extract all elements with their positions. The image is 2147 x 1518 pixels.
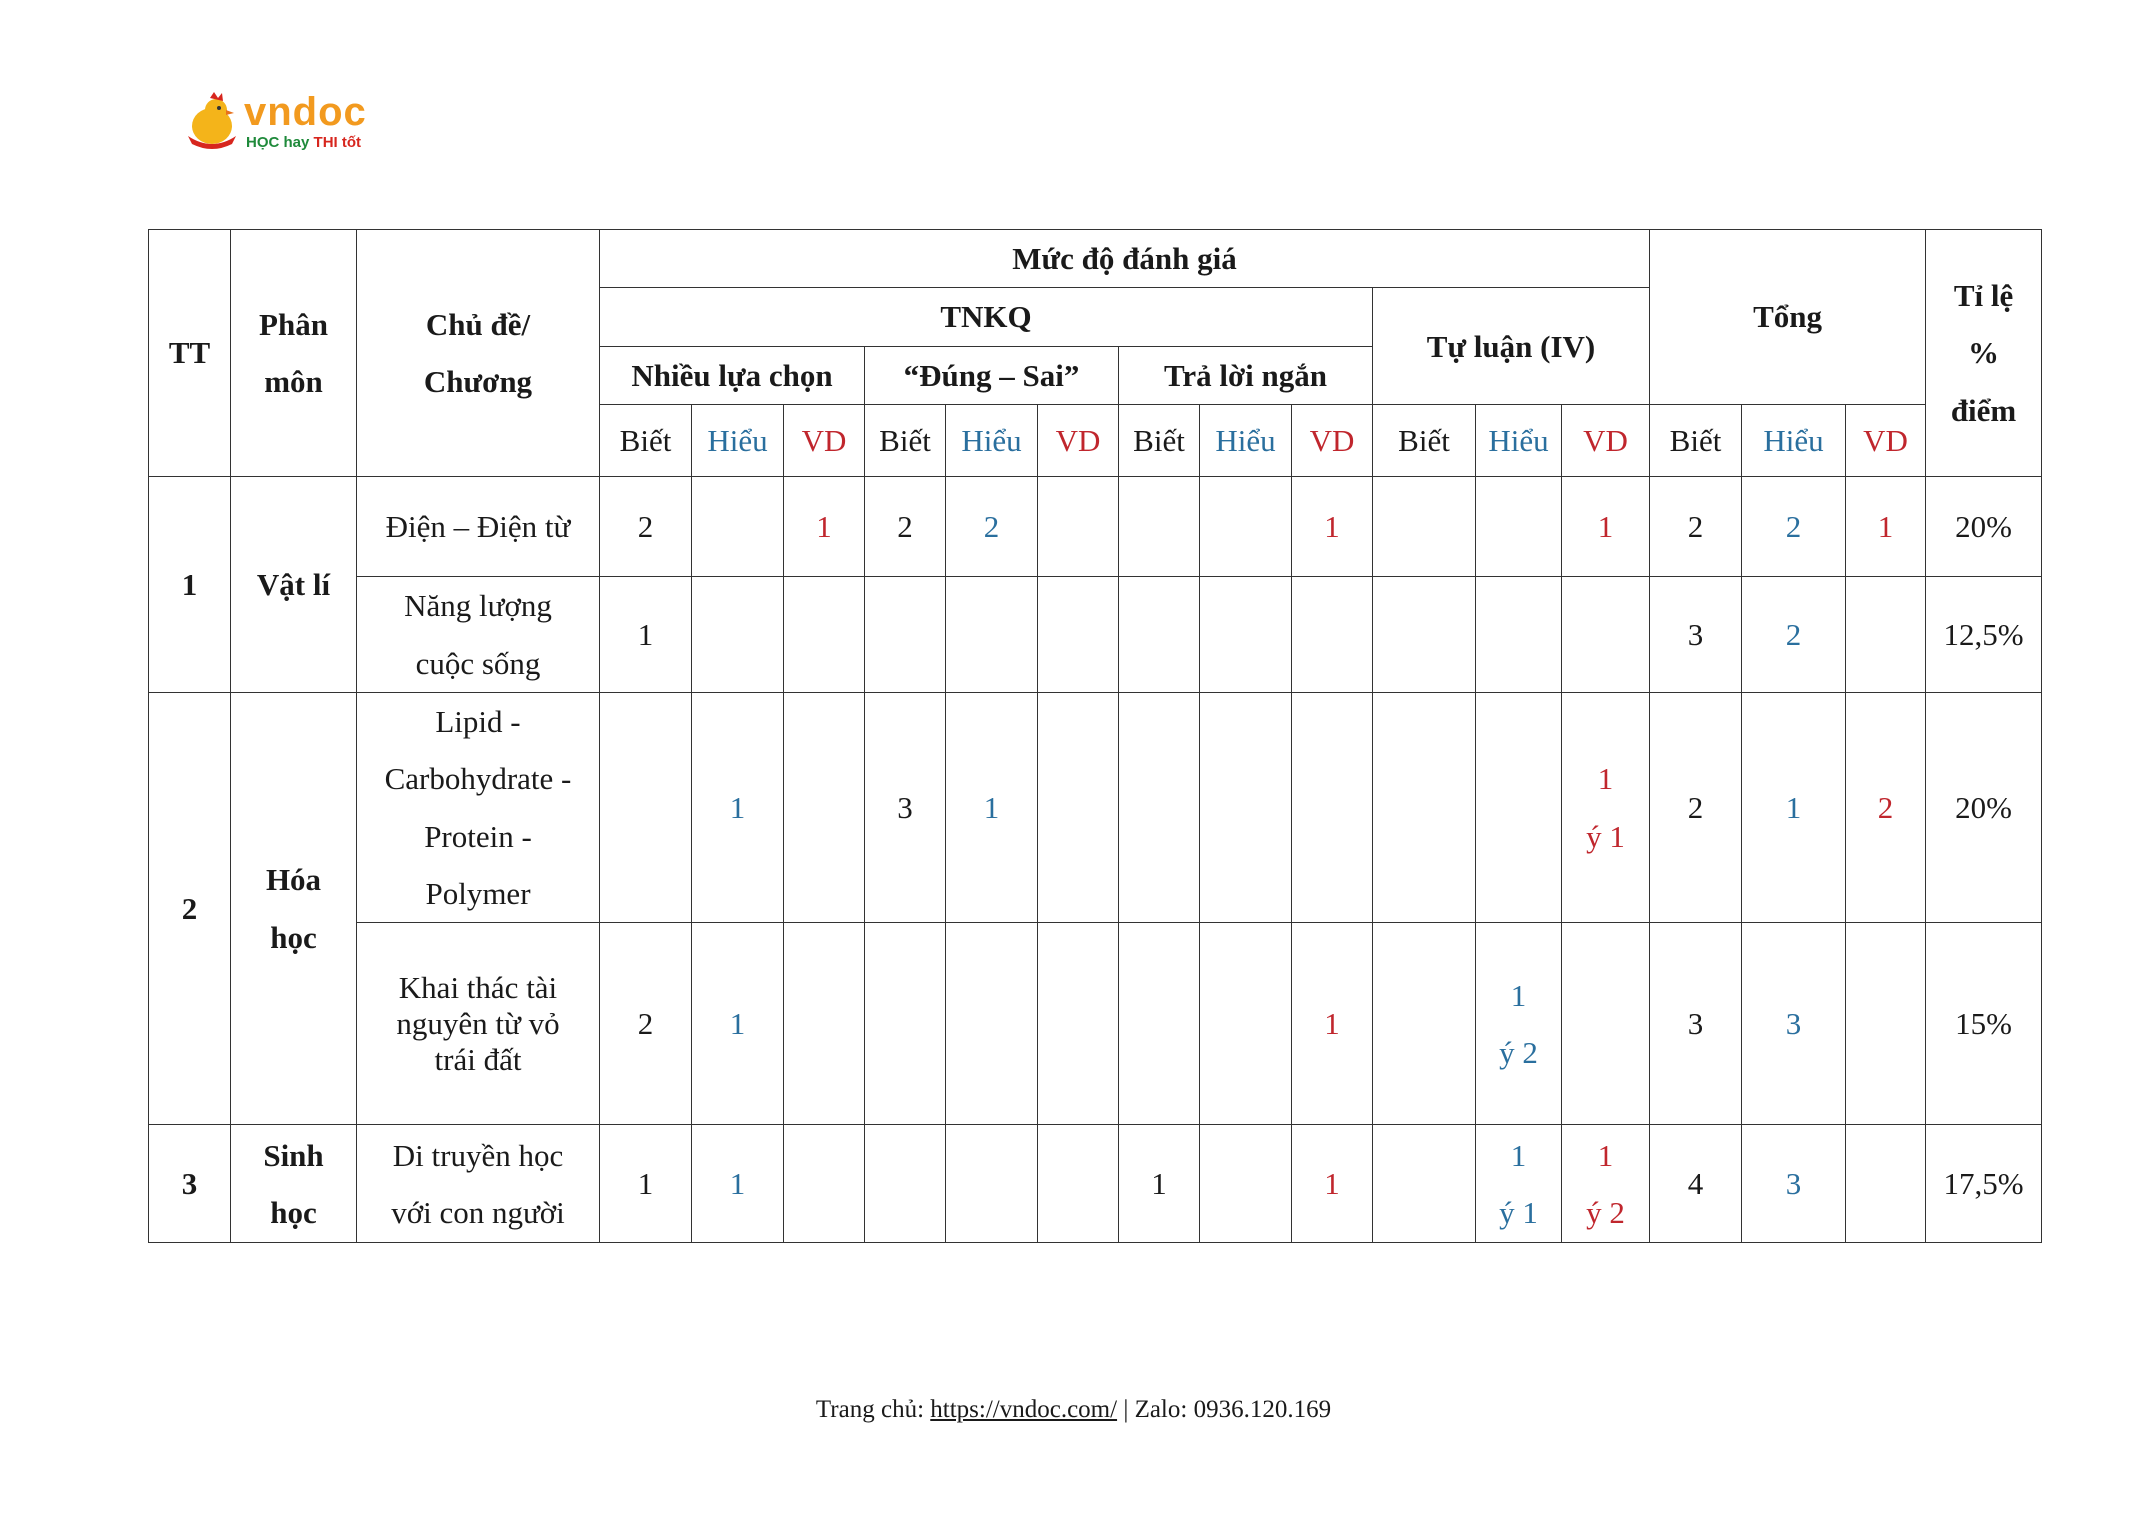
cell-mc-vd: 1: [784, 477, 865, 577]
level-hieu-tl: Hiểu: [1476, 405, 1562, 477]
row-topic-line: Carbohydrate -: [384, 761, 572, 797]
footer-zalo: | Zalo: 0936.120.169: [1117, 1396, 1332, 1423]
cell-ds-hieu: 2: [946, 477, 1038, 577]
level-vd-mc: VD: [784, 405, 865, 477]
cell-mc-hieu: [692, 477, 784, 577]
logo-wordmark: vndoc: [244, 90, 367, 134]
assessment-matrix-table: [148, 229, 2042, 1243]
cell-tl-hieu: [1476, 477, 1562, 577]
cell-ds-hieu: [946, 577, 1038, 693]
row-tt: 3: [149, 1125, 231, 1243]
cell-mc-vd: [784, 693, 865, 923]
header-tu-luan: Tự luận (IV): [1373, 288, 1650, 405]
cell-tl-hieu: [1476, 577, 1562, 693]
cell-tong-hieu: 2: [1742, 577, 1846, 693]
cell-mc-hieu: 1: [692, 693, 784, 923]
cell-sa-hieu: [1200, 1125, 1292, 1243]
row-topic: [357, 577, 600, 693]
cell-mc-vd: [784, 923, 865, 1125]
cell-tong-vd: [1846, 1125, 1926, 1243]
cell-tong-vd: [1846, 923, 1926, 1125]
cell-ds-biet: 3: [865, 693, 946, 923]
header-tong: Tổng: [1650, 230, 1926, 405]
row-topic-line: Năng lượng: [404, 588, 552, 624]
header-row-1: [149, 230, 2042, 288]
cell-ds-biet: 2: [865, 477, 946, 577]
cell-tl-hieu: [1476, 1125, 1562, 1243]
cell-sa-vd: 1: [1292, 923, 1373, 1125]
level-biet-tl: Biết: [1373, 405, 1476, 477]
row-subject: Vật lí: [231, 477, 357, 693]
cell-sa-biet: 1: [1119, 1125, 1200, 1243]
logo-tagline-hoc-hay: HỌC hay: [246, 134, 310, 151]
row-subject-line: Hóa: [265, 862, 322, 898]
row-tt: 2: [149, 693, 231, 1125]
cell-sa-vd: 1: [1292, 477, 1373, 577]
cell-mc-hieu: 1: [692, 923, 784, 1125]
cell-ds-vd: [1038, 693, 1119, 923]
row-topic-line: Khai thác tài: [398, 970, 558, 1006]
cell-sa-hieu: [1200, 923, 1292, 1125]
footer-prefix: Trang chủ:: [815, 1396, 931, 1423]
cell-mc-biet: 2: [600, 477, 692, 577]
cell-tl-vd: 1: [1562, 477, 1650, 577]
cell-tl-biet: [1373, 477, 1476, 577]
cell-tl-vd: [1562, 923, 1650, 1125]
cell-tl-biet: [1373, 923, 1476, 1125]
table-row: [149, 693, 2042, 923]
cell-sa-vd: [1292, 693, 1373, 923]
row-subject: [231, 1125, 357, 1243]
cell-ti-le: 12,5%: [1926, 577, 2042, 693]
cell-count: 1: [1597, 1137, 1614, 1173]
cell-ds-biet: [865, 577, 946, 693]
cell-mc-biet: [600, 693, 692, 923]
cell-mc-biet: 1: [600, 577, 692, 693]
logo-tagline-thi-tot: THI tốt: [313, 134, 362, 151]
row-tt: 1: [149, 477, 231, 693]
level-vd-tl: VD: [1562, 405, 1650, 477]
row-topic-line: Di truyền học: [392, 1137, 564, 1173]
cell-ds-biet: [865, 923, 946, 1125]
cell-sa-hieu: [1200, 477, 1292, 577]
cell-ti-le: 15%: [1926, 923, 2042, 1125]
cell-tong-biet: 4: [1650, 1125, 1742, 1243]
level-biet-tong: Biết: [1650, 405, 1742, 477]
cell-tl-vd: [1562, 1125, 1650, 1243]
header-ti-le-line2: %: [1968, 335, 2000, 371]
level-hieu-sa: Hiểu: [1200, 405, 1292, 477]
cell-ds-biet: [865, 1125, 946, 1243]
header-muc-do-danh-gia: Mức độ đánh giá: [600, 230, 1650, 288]
cell-tong-biet: 3: [1650, 577, 1742, 693]
header-ti-le-line1: Tỉ lệ: [1953, 278, 2014, 313]
table-row: [149, 923, 2042, 1125]
row-topic: [357, 693, 600, 923]
cell-y-ref: ý 1: [1499, 1194, 1538, 1230]
table-row: [149, 577, 2042, 693]
header-nhieu-lua-chon: Nhiều lựa chọn: [600, 346, 865, 404]
level-biet-ds: Biết: [865, 405, 946, 477]
header-tra-loi-ngan: Trả lời ngắn: [1119, 346, 1373, 404]
cell-tl-vd: [1562, 693, 1650, 923]
cell-ds-vd: [1038, 577, 1119, 693]
logo-tagline: [246, 134, 361, 151]
level-hieu-mc: Hiểu: [692, 405, 784, 477]
header-phan-mon-line2: môn: [264, 364, 323, 400]
cell-ds-vd: [1038, 1125, 1119, 1243]
cell-tong-hieu: 1: [1742, 693, 1846, 923]
row-topic-line: Protein -: [424, 818, 532, 854]
cell-ds-vd: [1038, 477, 1119, 577]
header-ti-le-line3: điểm: [1950, 392, 2017, 428]
row-subject-line: học: [270, 919, 317, 955]
cell-tl-hieu: [1476, 693, 1562, 923]
cell-ds-hieu: 1: [946, 693, 1038, 923]
cell-y-ref: ý 2: [1499, 1034, 1538, 1070]
header-dung-sai: “Đúng – Sai”: [865, 346, 1119, 404]
cell-tong-hieu: 2: [1742, 477, 1846, 577]
row-topic-line: Lipid -: [435, 704, 521, 740]
level-hieu-ds: Hiểu: [946, 405, 1038, 477]
cell-tong-vd: 2: [1846, 693, 1926, 923]
cell-tong-biet: 2: [1650, 477, 1742, 577]
cell-tl-biet: [1373, 1125, 1476, 1243]
cell-sa-biet: [1119, 477, 1200, 577]
cell-tong-vd: 1: [1846, 477, 1926, 577]
cell-mc-vd: [784, 577, 865, 693]
cell-tl-biet: [1373, 693, 1476, 923]
cell-ds-vd: [1038, 923, 1119, 1125]
cell-ti-le: 17,5%: [1926, 1125, 2042, 1243]
level-biet-mc: Biết: [600, 405, 692, 477]
row-topic: [357, 923, 600, 1125]
cell-tl-vd: [1562, 577, 1650, 693]
header-tnkq: TNKQ: [600, 288, 1373, 346]
cell-ti-le: 20%: [1926, 693, 2042, 923]
header-chu-de-line1: Chủ đề/: [425, 306, 531, 342]
header-ti-le: [1926, 230, 2042, 477]
table-row: [149, 1125, 2042, 1243]
cell-sa-biet: [1119, 693, 1200, 923]
header-chu-de-line2: Chương: [423, 364, 533, 400]
row-topic-line: Polymer: [425, 876, 531, 912]
level-vd-sa: VD: [1292, 405, 1373, 477]
footer-homepage-link[interactable]: https://vndoc.com/: [930, 1396, 1118, 1423]
cell-y-ref: ý 2: [1586, 1194, 1625, 1230]
row-topic-line: với con người: [391, 1194, 565, 1230]
cell-count: 1: [1510, 977, 1527, 1013]
cell-sa-hieu: [1200, 577, 1292, 693]
page-footer: [0, 1396, 2147, 1424]
row-subject-line: Sinh: [263, 1137, 324, 1173]
cell-tong-biet: 3: [1650, 923, 1742, 1125]
row-subject-line: học: [270, 1194, 317, 1230]
vndoc-logo: [182, 88, 392, 158]
row-topic-line: trái đất: [434, 1041, 522, 1077]
cell-mc-biet: 2: [600, 923, 692, 1125]
cell-mc-biet: 1: [600, 1125, 692, 1243]
row-topic: [357, 1125, 600, 1243]
cell-mc-vd: [784, 1125, 865, 1243]
header-phan-mon-line1: Phân: [259, 306, 328, 342]
row-topic-line: cuộc sống: [415, 645, 541, 681]
cell-count: 1: [1597, 761, 1614, 797]
chicken-mascot-icon: [182, 92, 242, 152]
level-vd-tong: VD: [1846, 405, 1926, 477]
cell-tl-biet: [1373, 577, 1476, 693]
cell-tong-biet: 2: [1650, 693, 1742, 923]
row-subject: [231, 693, 357, 1125]
level-vd-ds: VD: [1038, 405, 1119, 477]
header-chu-de: [357, 230, 600, 477]
cell-sa-hieu: [1200, 693, 1292, 923]
cell-tl-hieu: [1476, 923, 1562, 1125]
header-tt: TT: [149, 230, 231, 477]
level-hieu-tong: Hiểu: [1742, 405, 1846, 477]
cell-tong-hieu: 3: [1742, 1125, 1846, 1243]
cell-ds-hieu: [946, 1125, 1038, 1243]
cell-count: 1: [1510, 1137, 1527, 1173]
level-biet-sa: Biết: [1119, 405, 1200, 477]
cell-mc-hieu: 1: [692, 1125, 784, 1243]
cell-sa-vd: [1292, 577, 1373, 693]
cell-sa-vd: 1: [1292, 1125, 1373, 1243]
cell-tong-hieu: 3: [1742, 923, 1846, 1125]
header-phan-mon: [231, 230, 357, 477]
cell-sa-biet: [1119, 577, 1200, 693]
cell-ds-hieu: [946, 923, 1038, 1125]
row-topic-line: nguyên từ vỏ: [396, 1006, 560, 1042]
table-row: [149, 477, 2042, 577]
cell-ti-le: 20%: [1926, 477, 2042, 577]
cell-sa-biet: [1119, 923, 1200, 1125]
cell-tong-vd: [1846, 577, 1926, 693]
cell-mc-hieu: [692, 577, 784, 693]
row-topic: Điện – Điện từ: [357, 477, 600, 577]
cell-y-ref: ý 1: [1586, 818, 1625, 854]
